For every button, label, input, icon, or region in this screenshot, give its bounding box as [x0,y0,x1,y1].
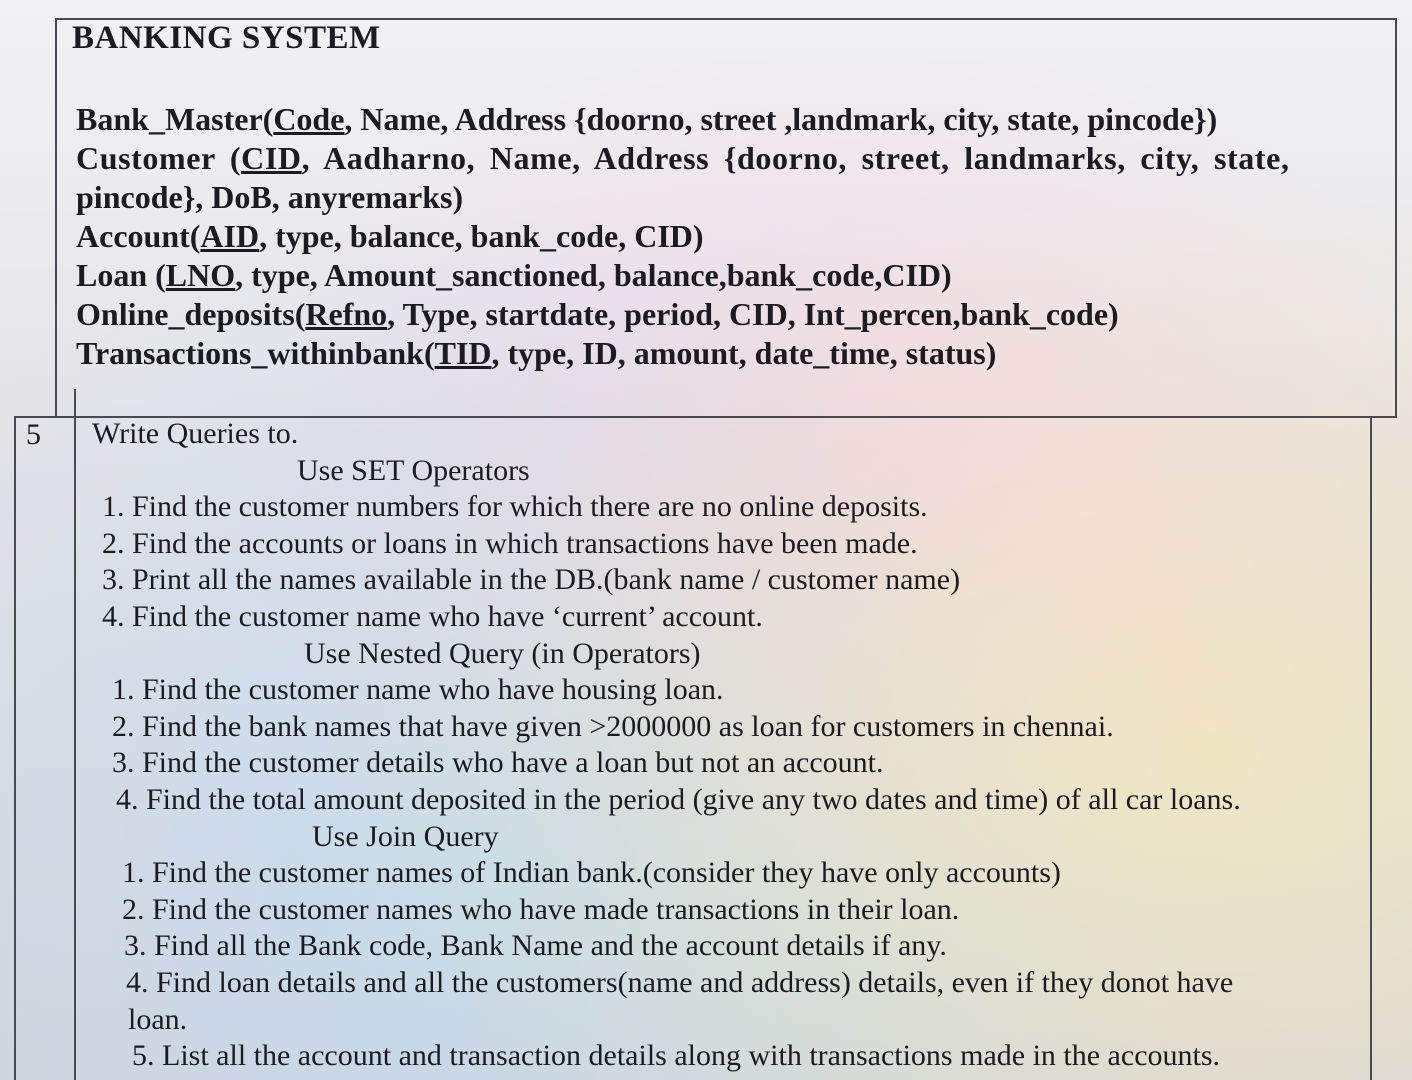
schema-loan: Loan (LNO, type, Amount_sanctioned, balance,bank_code,CID) [76,257,952,293]
list-item: 5. List all the account and transaction details along with transactions made in the accounts. [132,1039,1221,1073]
schema-customer-continued: pincode}, DoB, anyremarks) [76,179,464,215]
schema-account: Account(AID, type, balance, bank_code, CID) [76,218,704,254]
list-item: 2. Find the customer names who have made transactions in their loan. [122,892,960,926]
list-item: 2. Find the accounts or loans in which transactions have been made. [102,526,918,560]
primary-key: CID [241,140,302,176]
schema-transactions: Transactions_withinbank(TID, type, ID, amount, date_time, status) [76,335,997,371]
primary-key: TID [434,335,492,371]
document-heading: BANKING SYSTEM [72,20,381,56]
list-item: 1. Find the customer names of Indian bank.(consider they have only accounts) [122,856,1061,890]
section-title-nested-query: Use Nested Query (in Operators) [304,636,701,670]
queries-intro: Write Queries to. [92,417,299,450]
list-item: 3. Print all the names available in the DB.(bank name / customer name) [102,563,961,597]
schema-customer: Customer (CID, Aadharno, Name, Address {doorno, street, landmarks, city, state, [76,140,1290,176]
primary-key: Refno [305,296,388,332]
queries-block [92,416,1372,1075]
question-table-left-border [14,416,16,1080]
list-item-continued: loan. [128,1002,188,1036]
list-item: 3. Find the customer details who have a loan but not an account. [112,746,884,780]
primary-key: LNO [165,257,236,293]
section-title-set-operators: Use SET Operators [297,453,530,487]
list-item: 4. Find the total amount deposited in the period (give any two dates and time) of all car loans. [116,782,1241,816]
table-right-border [1395,18,1397,418]
list-item: 3. Find all the Bank code, Bank Name and the account details if any. [124,929,947,963]
section-title-join-query: Use Join Query [312,819,499,853]
question-number-column-divider [74,389,76,1080]
list-item: 2. Find the bank names that have given >2000000 as loan for customers in chennai. [112,709,1114,743]
list-item: 4. Find the customer name who have ‘current’ account. [102,599,763,633]
list-item: 1. Find the customer numbers for which there are no online deposits. [102,490,928,524]
primary-key: AID [200,218,260,254]
primary-key: Code [273,101,345,137]
schema-block [76,100,1381,373]
question-number: 5 [26,418,41,451]
list-item: 4. Find loan details and all the customers(name and address) details, even if they donot have [126,965,1234,999]
list-item: 1. Find the customer name who have housing loan. [112,673,724,707]
schema-bank-master: Bank_Master(Code, Name, Address {doorno, street ,landmark, city, state, pincode}) [76,101,1218,137]
table-left-border [55,18,57,418]
schema-online-deposits: Online_deposits(Refno, Type, startdate, period, CID, Int_percen,bank_code) [76,296,1119,332]
